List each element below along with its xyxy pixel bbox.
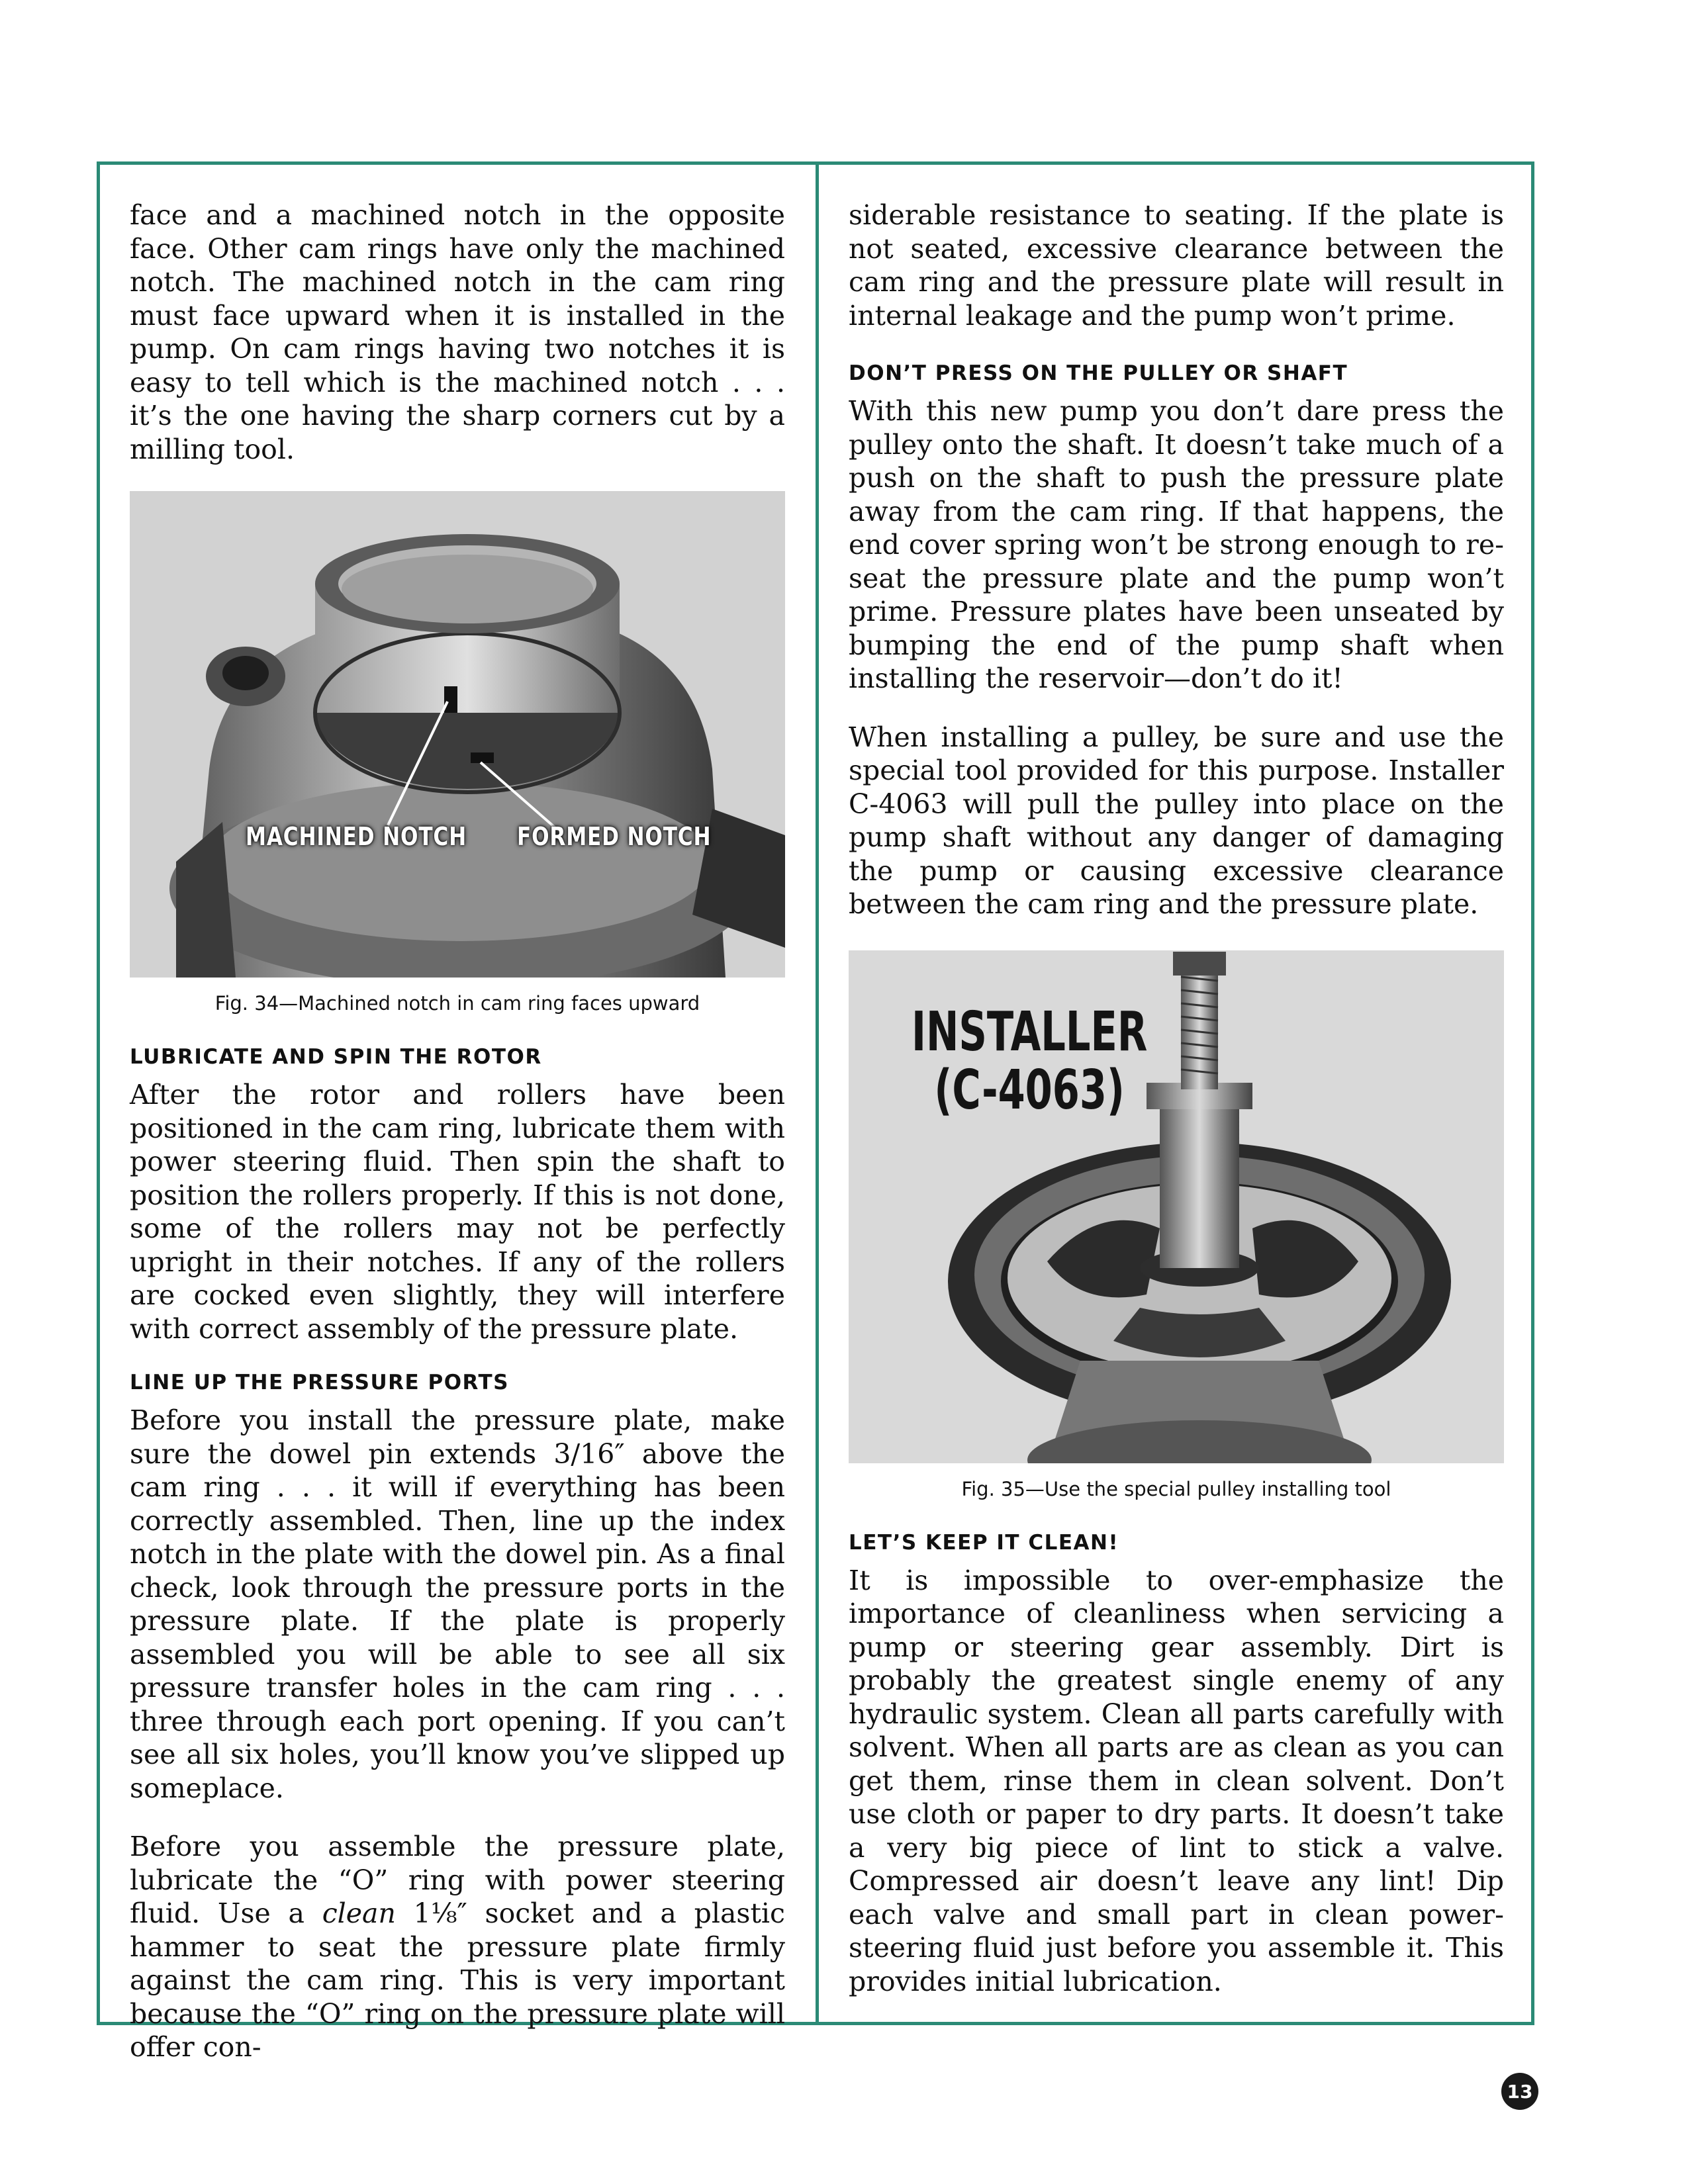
right-column <box>849 199 1504 2023</box>
column-divider <box>816 161 819 2025</box>
fig34-photo <box>130 491 785 978</box>
fig35-caption: Fig. 35—Use the special pulley installing tool <box>961 1477 1391 1500</box>
heading-line-up: LINE UP THE PRESSURE PORTS <box>130 1371 510 1394</box>
left-intro-paragraph: face and a machined notch in the opposite face. Other cam rings have only the machined notch. The machined notch in the cam ring must face upward when it is installed in the pump. On cam rings having two notches it is easy to tell which is the machined notch . . . it’s the one having the sharp corners cut by a milling tool. <box>130 199 785 465</box>
fig35-photo <box>849 950 1504 1463</box>
fig34-caption: Fig. 34—Machined notch in cam ring faces upward <box>214 992 700 1015</box>
installer-label <box>912 1000 1148 1122</box>
formed-notch-label: FORMED NOTCH <box>517 822 712 851</box>
assemble-text-emphasis: clean <box>322 1897 396 1929</box>
heading-keep-clean: LET’S KEEP IT CLEAN! <box>849 1530 1119 1555</box>
page-number-badge: 13 <box>1501 2073 1538 2110</box>
pulley-paragraph: With this new pump you don’t dare press the pulley onto the shaft. It doesn’t take much of a push on the shaft to push the pressure plate away from the cam ring. If that happens, the end cover spring won’t be strong enough to re-seat the pressure plate and the pump won’t prime. Pressure plates have been unseated by bumping the end of the pump shaft when installing the reservoir—don’t do it! <box>849 395 1504 694</box>
installer-label-line2: (C-4063) <box>934 1058 1125 1122</box>
left-column <box>130 199 785 2089</box>
installer-paragraph: When installing a pulley, be sure and use the special tool provided for this purpose. Installer C-4063 will pull the pulley into place on the pump shaft without any danger of damaging the pump or causing excessive clearance between the cam ring and the pressure plate. <box>849 721 1504 920</box>
assemble-text-a: Before you assemble the pressure plate, lubricate the “O” ring with power steering fluid. Use a <box>130 1831 785 1929</box>
assemble-text-b: 1⅛″ socket and a plastic hammer to seat the pressure plate firmly against the cam ring. This is very important because the “O” ring on the pressure plate will offer con- <box>130 1897 785 2063</box>
cam-ring-pump-image <box>130 491 785 978</box>
installer-label-line1: INSTALLER <box>912 1000 1148 1064</box>
machined-notch-label: MACHINED NOTCH <box>246 822 467 851</box>
assemble-plate-paragraph <box>130 1830 785 2064</box>
keep-clean-paragraph: It is impossible to over-emphasize the importance of cleanliness when servicing a pump or steering gear assembly. Dirt is probably the greatest single enemy of any hydraulic system. Clean all parts carefully with solvent. When all parts are as clean as you can get them, rinse them in clean solvent. Don’t use cloth or paper to dry parts. It doesn’t take a very big piece of lint to stick a valve. Compressed air doesn’t leave any lint! Dip each valve and small part in clean power-steering fluid just before you assemble it. This provides initial lubrication. <box>849 1564 1504 1997</box>
heading-lubricate: LUBRICATE AND SPIN THE ROTOR <box>130 1045 542 1069</box>
right-intro-paragraph: siderable resistance to seating. If the plate is not seated, excessive clearance between the cam ring and the pressure plate will result in internal leakage and the pump won’t prime. <box>849 199 1504 332</box>
heading-pulley: DON’T PRESS ON THE PULLEY OR SHAFT <box>849 361 1348 385</box>
lubricate-paragraph: After the rotor and rollers have been positioned in the cam ring, lubricate them with power steering fluid. Then spin the shaft to position the rollers properly. If this is not done, some of the rollers may not be perfectly upright in their notches. If any of the rollers are cocked even slightly, they will interfere with correct assembly of the pressure plate. <box>130 1079 785 1345</box>
line-up-paragraph: Before you install the pressure plate, make sure the dowel pin extends 3/16″ above the cam ring . . . it will if everything has been correctly assembled. Then, line up the index notch in the plate with the dowel pin. As a final check, look through the pressure ports in the pressure plate. If the plate is properly assembled you will be able to see all six pressure transfer holes in the cam ring . . . three through each port opening. If you can’t see all six holes, you’ll know you’ve slipped up someplace. <box>130 1404 785 1804</box>
